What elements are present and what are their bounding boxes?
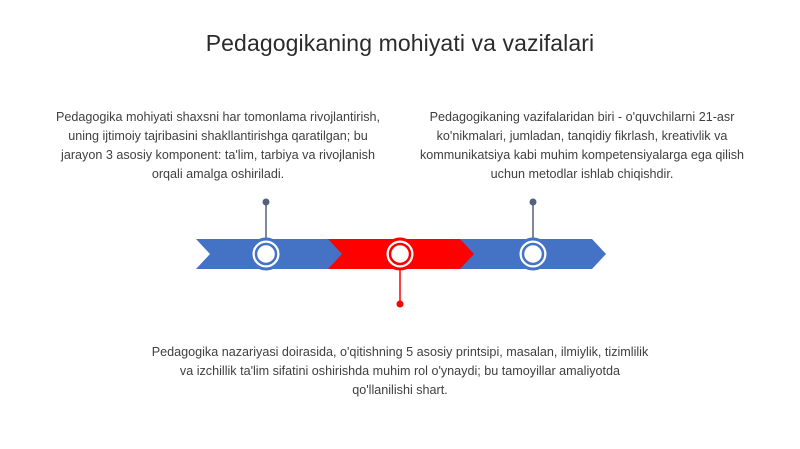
- milestone-marker-2-inner: [390, 244, 410, 264]
- connector-dot-2: [397, 301, 404, 308]
- milestone-marker-1-inner: [256, 244, 276, 264]
- connector-dot-3: [530, 199, 537, 206]
- milestone-2-text: Pedagogika nazariyasi doirasida, o'qitishning 5 asosiy printsipi, masalan, ilmiylik, tizimlilik va izchillik ta'lim sifatini oshirishda muhim rol o'ynaydi; bu tamoyillar amaliyotda qo'llanilishi shart.: [151, 345, 649, 397]
- milestone-marker-3-inner: [523, 244, 543, 264]
- milestone-1-text: Pedagogika mohiyati shaxsni har tomonlama rivojlantirish, uning ijtimoiy tajribasini shakllantirishga qaratilgan; bu jarayon 3 asosiy komponent: ta'lim, tarbiya va rivojlanish orqali amalga oshiriladi.: [55, 110, 381, 181]
- milestone-3-text: Pedagogikaning vazifalaridan biri - o'quvchilarni 21-asr ko'nikmalari, jumladan, tanqidiy fikrlash, kreativlik va kommunikatsiya kabi muhim kompetensiyalarga ega qilish uchun metodlar ishlab chiqishdir.: [419, 110, 745, 181]
- connector-dot-1: [263, 199, 270, 206]
- slide-title: Pedagogikaning mohiyati va vazifalari: [205, 30, 595, 56]
